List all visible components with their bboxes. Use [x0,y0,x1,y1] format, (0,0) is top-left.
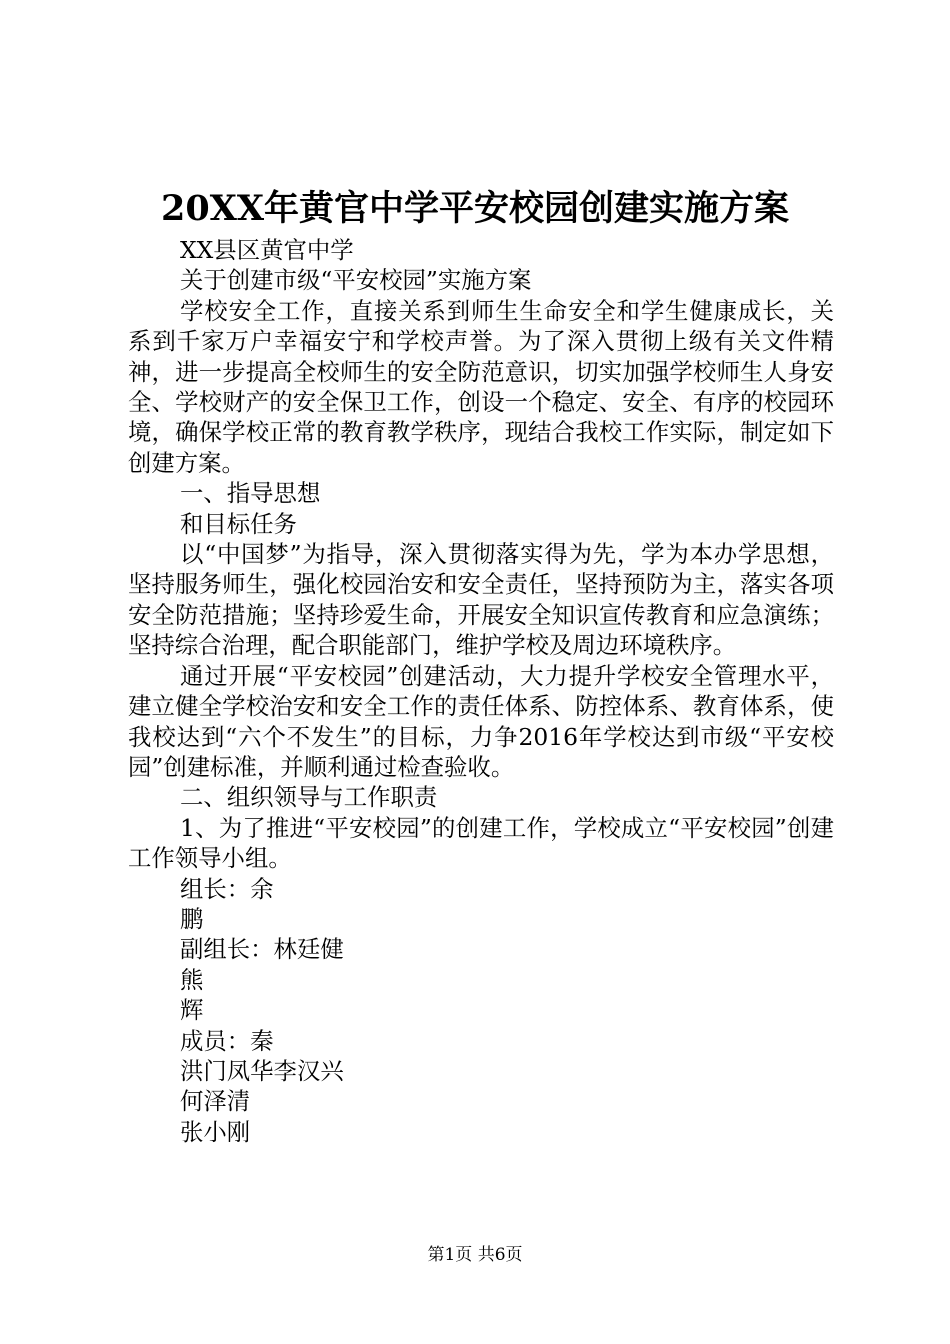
section-heading-organization: 二、组织领导与工作职责 [180,783,438,812]
list-item-member-names-1: 洪门凤华李汉兴 [180,1056,344,1085]
paragraph-goals: 通过开展“平安校园”创建活动，大力提升学校安全管理水平，建立健全学校治安和安全工作的责任体系、防控体系、教育体系，使我校达到“六个不发生”的目标，力争2016年学校达到市级“平安校园”创建标准，并顺利通过检查验收。 [128,661,834,781]
paragraph-leadership-group: 1、为了推进“平安校园”的创建工作，学校成立“平安校园”创建工作领导小组。 [128,813,834,873]
section-heading-guiding-ideology: 一、指导思想 [180,479,321,508]
list-item-member-names-3: 张小刚 [180,1117,251,1146]
list-item-members: 成员：秦 [180,1026,274,1055]
section-heading-goals-continued: 和目标任务 [180,509,297,538]
paragraph-school-name: XX县区黄官中学 [180,236,354,264]
paragraph-guiding-principles: 以“中国梦”为指导，深入贯彻落实得为先，学为本办学思想，坚持服务师生，强化校园治安和安全责任，坚持预防为主，落实各项安全防范措施；坚持珍爱生命，开展安全知识宣传教育和应急演练；坚持综合治理，配合职能部门，维护学校及周边环境秩序。 [128,540,834,660]
list-item-member-names-2: 何泽清 [180,1087,251,1116]
paragraph-intro: 学校安全工作，直接关系到师生生命安全和学生健康成长，关系到千家万户幸福安宁和学校声誉。为了深入贯彻上级有关文件精神，进一步提高全校师生的安全防范意识，切实加强学校师生人身安全、学校财产的安全保卫工作，创设一个稳定、安全、有序的校园环境，确保学校正常的教育教学秩序，现结合我校工作实际，制定如下创建方案。 [128,296,834,477]
list-item-deputy-leader: 副组长：林廷健 [180,935,344,964]
paragraph-plan-subtitle: 关于创建市级“平安校园”实施方案 [180,266,532,295]
list-item-deputy-leader-name-1: 熊 [180,965,204,994]
list-item-group-leader-name-cont: 鹏 [180,904,204,933]
list-item-group-leader: 组长：余 [180,874,274,903]
document-title: 20XX年黄官中学平安校园创建实施方案 [160,188,790,229]
list-item-deputy-leader-name-2: 辉 [180,996,204,1025]
document-body [128,235,834,1147]
page-footer-indicator: 第1页 共6页 [427,1245,523,1265]
